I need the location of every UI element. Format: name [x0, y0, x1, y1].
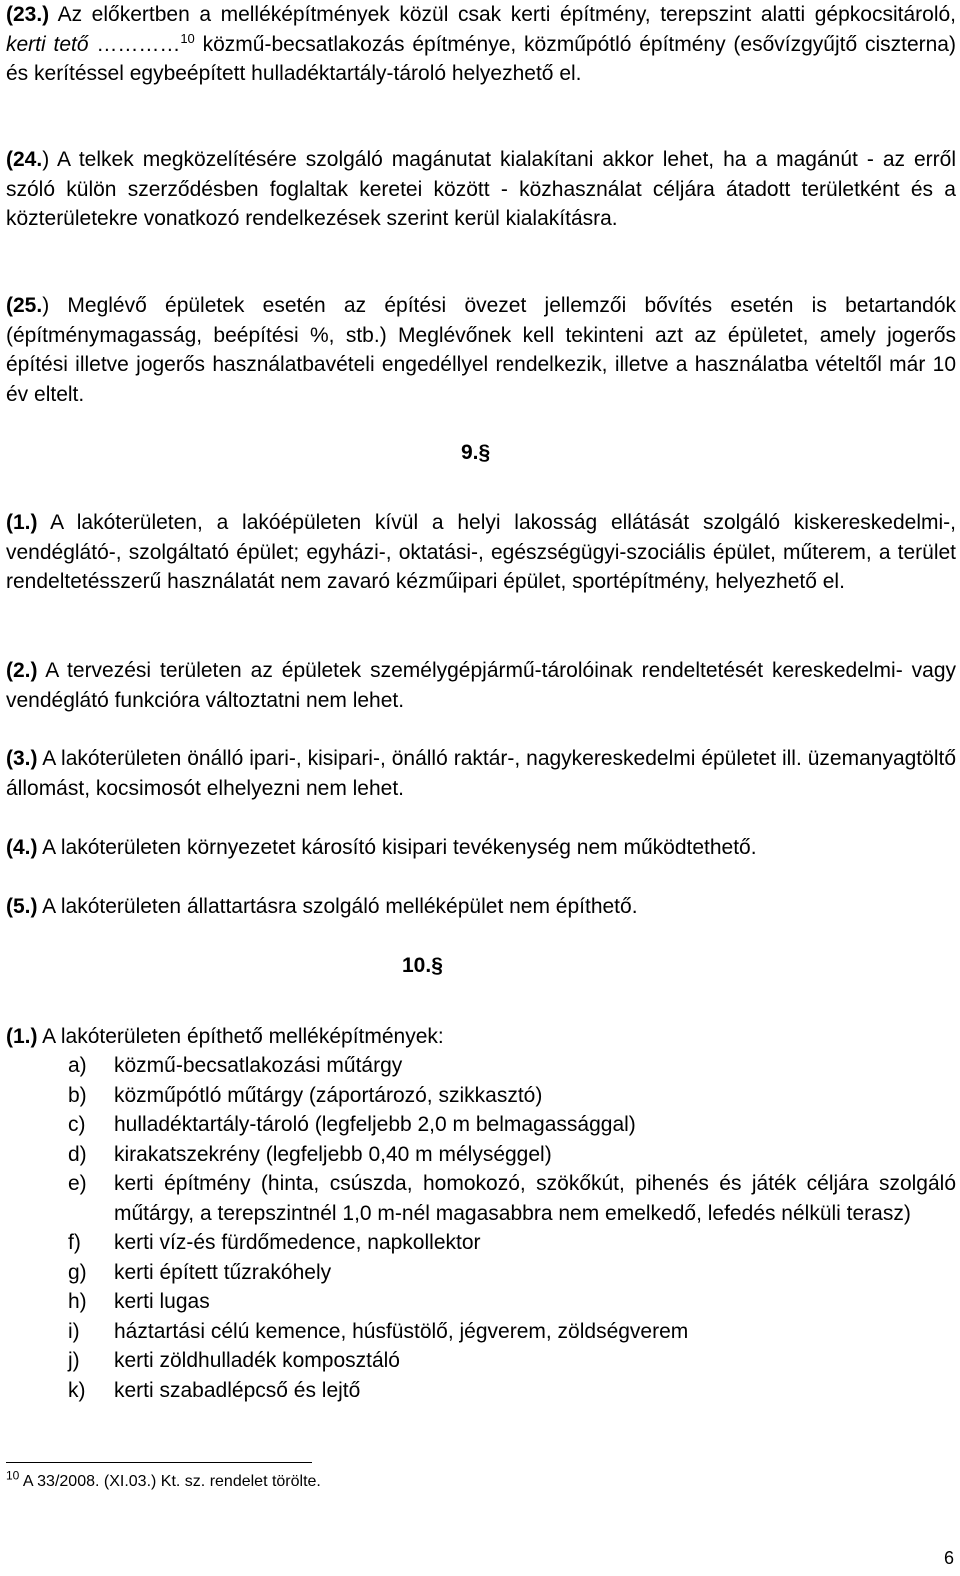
paragraph-number: (4.)	[6, 836, 38, 859]
section-9-paragraph-1	[6, 508, 956, 597]
paragraph-number: (24.	[6, 148, 43, 171]
list-item-label: d)	[68, 1142, 87, 1166]
paragraph-number: (3.)	[6, 747, 38, 770]
paragraph-number: (1.)	[6, 511, 38, 534]
paragraph-text: ) A telkek megközelítésére szolgáló magánutat kialakítani akkor lehet, ha a magánút - az erről szóló külön szerződésben foglaltak keretei között - közhasználat céljára átadott területként és a közterületekre vonatkozó rendelkezések szerint kerül kialakításra.	[6, 148, 956, 230]
list-item	[68, 1110, 956, 1140]
list-item-text: kerti zöldhulladék komposztáló	[114, 1349, 400, 1372]
list-item-text: kirakatszekrény (legfeljebb 0,40 m mélységgel)	[114, 1142, 552, 1166]
paragraph-text: közmű-becsatlakozás építménye, közműpótló építmény (esővízgyűjtő ciszterna) és kerítéssel egybeépített hulladéktartály-tároló helyezhető el.	[6, 32, 956, 85]
paragraph-number: (25.	[6, 294, 43, 317]
paragraph-text: A tervezési területen az épületek személygépjármű-tárolóinak rendeltetését kereskedelmi- vagy vendéglátó funkcióra változtatni nem lehet.	[6, 659, 956, 712]
paragraph-text: A lakóterületen környezetet károsító kisipari tevékenység nem működtethető.	[37, 836, 757, 859]
paragraph-number: (23.)	[6, 3, 50, 26]
list-item-label: a)	[68, 1054, 87, 1077]
footnote-text: A 33/2008. (XI.03.) Kt. sz. rendelet törölte.	[19, 1473, 321, 1490]
melleképítmények-list	[68, 1051, 956, 1405]
list-item-label: b)	[68, 1083, 87, 1107]
section-10-paragraph-1	[6, 1022, 444, 1052]
paragraph-text: A lakóterületen építhető melléképítmények:	[37, 1025, 444, 1048]
list-item-label: c)	[68, 1113, 86, 1136]
list-item	[68, 1051, 956, 1081]
list-item-label: h)	[68, 1290, 87, 1313]
section-9-paragraph-4	[6, 833, 757, 863]
list-item-text: közmű-becsatlakozási műtárgy	[114, 1054, 403, 1077]
list-item	[68, 1169, 956, 1228]
list-item	[68, 1346, 956, 1376]
footnote	[6, 1470, 321, 1494]
list-item	[68, 1287, 956, 1317]
list-item-label: j)	[68, 1349, 80, 1372]
paragraph-text: Az előkertben a melléképítmények közül csak kerti építmény, terepszint alatti gépkocsitároló,	[49, 3, 956, 26]
paragraph-25	[6, 291, 956, 409]
paragraph-24	[6, 145, 956, 234]
list-item	[68, 1228, 956, 1258]
list-item	[68, 1258, 956, 1288]
footnote-reference[interactable]: 10	[180, 30, 195, 46]
page-number: 6	[943, 1548, 954, 1568]
paragraph-number: (1.)	[6, 1025, 38, 1048]
section-9-paragraph-2	[6, 656, 956, 715]
paragraph-text: A lakóterületen önálló ipari-, kisipari-, önálló raktár-, nagykereskedelmi épületet ill. üzemanyagtöltő állomást, kocsimosót elhelyezni nem lehet.	[6, 747, 956, 800]
list-item	[68, 1140, 956, 1170]
paragraph-text: A lakóterületen állattartásra szolgáló melléképület nem építhető.	[37, 895, 638, 918]
list-item-label: i)	[68, 1319, 80, 1343]
list-item-text: háztartási célú kemence, húsfüstölő, jégverem, zöldségverem	[114, 1319, 689, 1343]
paragraph-text: ) Meglévő épületek esetén az építési övezet jellemzői bővítés esetén is betartandók (építménymagasság, beépítési %, stb.) Meglévőnek kell tekinteni azt az épületet, amely jogerős építési illetve jogerős használatbavételi engedéllyel rendelkezik, illetve a használatba vételtől már 10 év eltelt.	[6, 294, 956, 406]
list-item-text: kerti épített tűzrakóhely	[114, 1260, 332, 1284]
list-item-label: e)	[68, 1172, 87, 1195]
section-9-paragraph-3	[6, 744, 956, 803]
list-item-label: g)	[68, 1260, 87, 1284]
paragraph-number: (5.)	[6, 895, 38, 918]
list-item	[68, 1317, 956, 1347]
section-9-paragraph-5	[6, 892, 638, 922]
paragraph-23	[6, 0, 956, 89]
list-item-text: hulladéktartály-tároló (legfeljebb 2,0 m belmagassággal)	[114, 1113, 636, 1136]
italic-text: kerti tető	[6, 32, 89, 56]
section-heading-10: 10.§	[402, 954, 443, 977]
footnote-divider	[6, 1462, 312, 1463]
list-item-text: kerti szabadlépcső és lejtő	[114, 1378, 361, 1402]
footnote-marker: 10	[6, 1468, 20, 1483]
list-item	[68, 1376, 956, 1406]
section-heading-9: 9.§	[461, 441, 491, 464]
list-item-label: k)	[68, 1378, 86, 1402]
list-item-text: közműpótló műtárgy (záportározó, szikkasztó)	[114, 1083, 543, 1107]
list-item	[68, 1081, 956, 1111]
paragraph-text: …………	[88, 32, 181, 56]
list-item-text: kerti építmény (hinta, csúszda, homokozó, szökőkút, pihenés és játék céljára szolgáló műtárgy, a terepszintnél 1,0 m-nél magasabbra nem emelkedő, lefedés nélküli terasz)	[114, 1172, 956, 1225]
list-item-text: kerti víz-és fürdőmedence, napkollektor	[114, 1231, 481, 1254]
list-item-label: f)	[68, 1231, 81, 1254]
paragraph-text: A lakóterületen, a lakóépületen kívül a helyi lakosság ellátását szolgáló kiskereskedelmi-, vendéglátó-, szolgáltató épület; egyházi-, oktatási-, egészségügyi-szociális épület, műterem, a terület rendeltetésszerű használatát nem zavaró kézműipari épület, sportépítmény, helyezhető el.	[6, 511, 956, 593]
paragraph-number: (2.)	[6, 659, 38, 682]
list-item-text: kerti lugas	[114, 1290, 210, 1313]
